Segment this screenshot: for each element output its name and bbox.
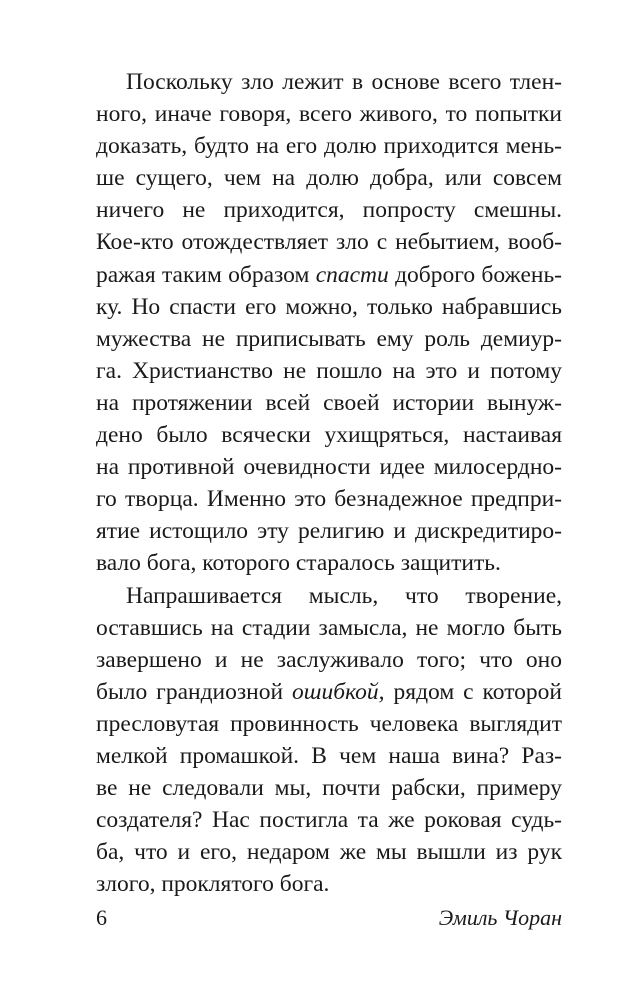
text-line — [96, 323, 562, 355]
text-run: га. Христианство не пошло на это и потому — [96, 357, 562, 384]
text-run: ве не следовали мы, почти рабски, примеру — [96, 775, 562, 802]
text-line — [96, 387, 562, 419]
text-run: доброго божень- — [388, 261, 562, 288]
text-run: было грандиозной — [96, 678, 293, 705]
text-run: Поскольку зло лежит в основе всего тлен- — [126, 69, 562, 95]
running-title: Эмиль Чоран — [438, 905, 562, 930]
text-run: Напрашивается мысль, что творение, — [126, 582, 562, 609]
text-line — [96, 483, 562, 515]
text-line — [96, 130, 562, 162]
paragraph — [96, 580, 562, 901]
text-line — [96, 98, 562, 130]
body-text — [96, 66, 562, 900]
text-run: рядом с которой — [384, 678, 562, 705]
text-run: Кое-кто отождествляет зло с небытием, вооб- — [96, 229, 562, 256]
paragraph — [96, 66, 562, 580]
text-run: завершено и не заслуживало того; что оно — [96, 646, 562, 673]
italic-text: спасти — [315, 261, 389, 288]
text-run: создателя? Нас постигла та же роковая судь- — [96, 807, 562, 834]
text-line — [96, 451, 562, 483]
text-run: ятие истощило эту религию и дискредитиро- — [96, 518, 562, 545]
text-line — [96, 804, 562, 836]
text-run: доказать, будто на его долю приходится мень- — [96, 133, 562, 160]
text-line — [96, 580, 562, 612]
text-line — [96, 676, 562, 708]
text-line — [96, 547, 562, 579]
text-line — [96, 259, 562, 291]
text-run: ку. Но спасти его можно, только набравшись — [96, 293, 562, 320]
text-run: ше сущего, чем на долю добра, или совсем — [96, 165, 562, 192]
text-run: го творца. Именно это безнадежное предпри- — [96, 486, 562, 513]
text-line — [96, 419, 562, 451]
text-run: мелкой промашкой. В чем наша вина? Раз- — [96, 742, 562, 769]
text-line — [96, 708, 562, 740]
text-run: ничего не приходится, попросту смешны. — [96, 197, 562, 224]
text-run: пресловутая провинность человека выглядит — [96, 710, 562, 737]
text-run: на противной очевидности идее милосердно- — [96, 454, 562, 481]
italic-text: ошибкой, — [292, 678, 385, 705]
text-line — [96, 772, 562, 804]
text-run: мужества не приписывать ему роль демиур- — [96, 325, 562, 352]
text-line — [96, 612, 562, 644]
page-number: 6 — [96, 905, 107, 930]
text-line — [96, 644, 562, 676]
text-run: ного, иначе говоря, всего живого, то попытки — [96, 101, 562, 128]
text-line — [96, 226, 562, 258]
text-line — [96, 868, 562, 900]
text-run: дено было всячески ухищряться, настаивая — [96, 422, 562, 449]
text-line — [96, 836, 562, 868]
text-run: злого, проклятого бога. — [96, 871, 330, 898]
text-run: вало бога, которого старалось защитить. — [96, 550, 501, 577]
text-line — [96, 66, 562, 98]
text-line — [96, 162, 562, 194]
text-run: ражая таким образом — [96, 261, 316, 288]
page-footer — [96, 903, 562, 933]
text-line — [96, 515, 562, 547]
text-line — [96, 740, 562, 772]
text-line — [96, 355, 562, 387]
text-line — [96, 194, 562, 226]
text-run: ба, что и его, недаром же мы вышли из рук — [96, 839, 562, 866]
text-run: оставшись на стадии замысла, не могло быть — [96, 614, 562, 641]
text-run: на протяжении всей своей истории вынуж- — [96, 389, 562, 416]
text-line — [96, 291, 562, 323]
